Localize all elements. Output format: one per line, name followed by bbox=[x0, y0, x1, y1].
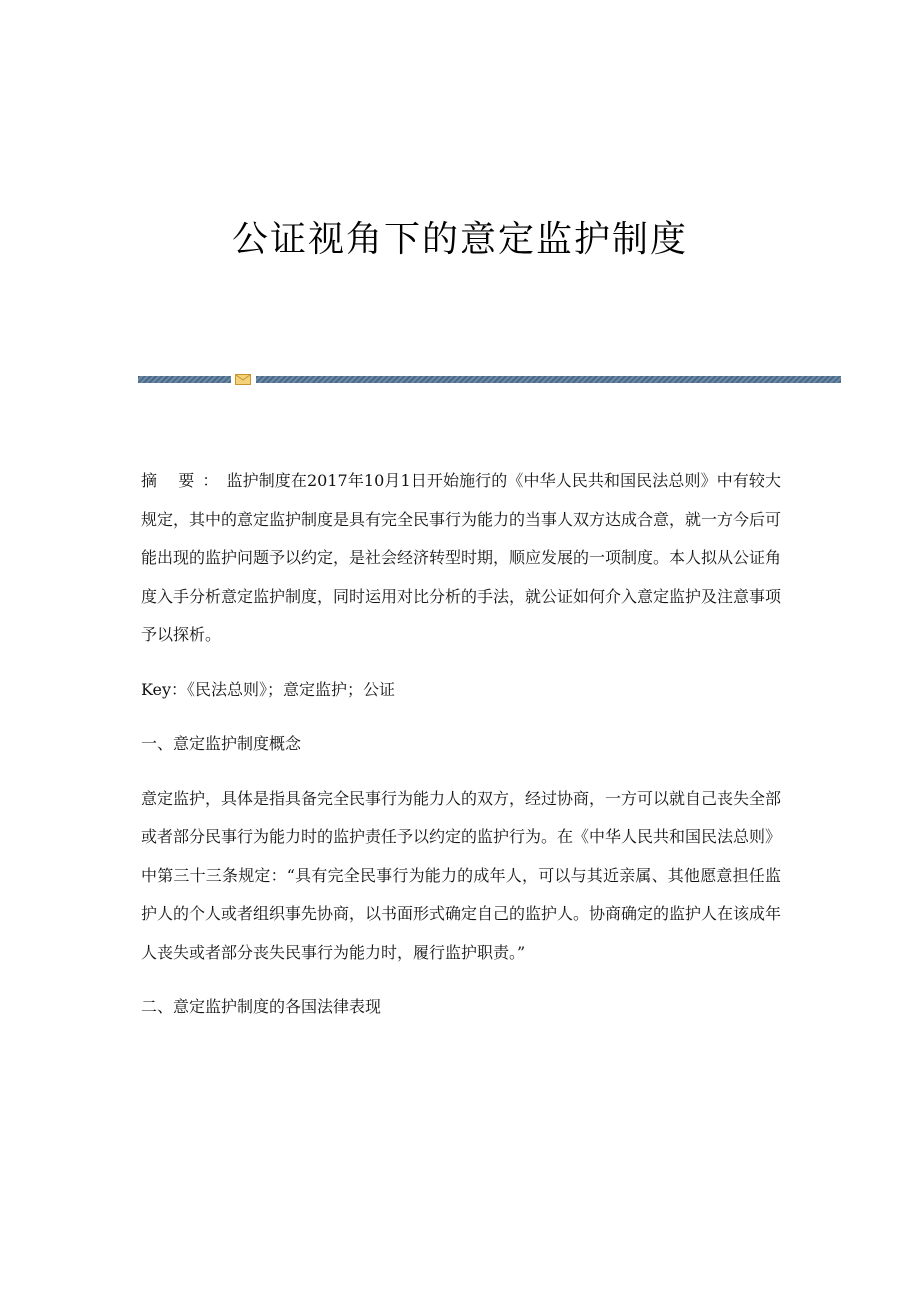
envelope-icon bbox=[235, 374, 251, 385]
abstract-text: 监护制度在2017年10月1日开始施行的《中华人民共和国民法总则》中有较大规定，其中的意定监护制度是具有完全民事行为能力的当事人双方达成合意，就一方今后可能出现的监护问题予以约定，是社会经济转型时期，顺应发展的一项制度。本人拟从公证角度入手分析意定监护制度，同时运用对比分析的手法，就公证如何介入意定监护及注意事项予以探析。 bbox=[141, 471, 782, 644]
divider-bar-left bbox=[138, 376, 231, 383]
abstract-label: 摘 要： bbox=[141, 471, 227, 490]
section-body-1: 意定监护，具体是指具备完全民事行为能力人的双方，经过协商，一方可以就自己丧失全部或者部分民事行为能力时的监护责任予以约定的监护行为。在《中华人民共和国民法总则》中第三十三条规定：“具有完全民事行为能力的成年人，可以与其近亲属、其他愿意担任监护人的个人或者组织事先协商，以书面形式确定自己的监护人。协商确定的监护人在该成年人丧失或者部分丧失民事行为能力时，履行监护职责。” bbox=[141, 788, 782, 962]
divider-bar-right bbox=[256, 376, 841, 383]
abstract-paragraph bbox=[141, 462, 781, 655]
keywords-line: Key：《民法总则》；意定监护；公证 bbox=[141, 679, 396, 699]
document-body bbox=[141, 462, 781, 1027]
section-heading-1: 一、意定监护制度概念 bbox=[141, 734, 302, 753]
section-heading-2: 二、意定监护制度的各国法律表现 bbox=[141, 997, 382, 1016]
title-divider bbox=[138, 374, 841, 385]
document-title: 公证视角下的意定监护制度 bbox=[231, 219, 688, 260]
